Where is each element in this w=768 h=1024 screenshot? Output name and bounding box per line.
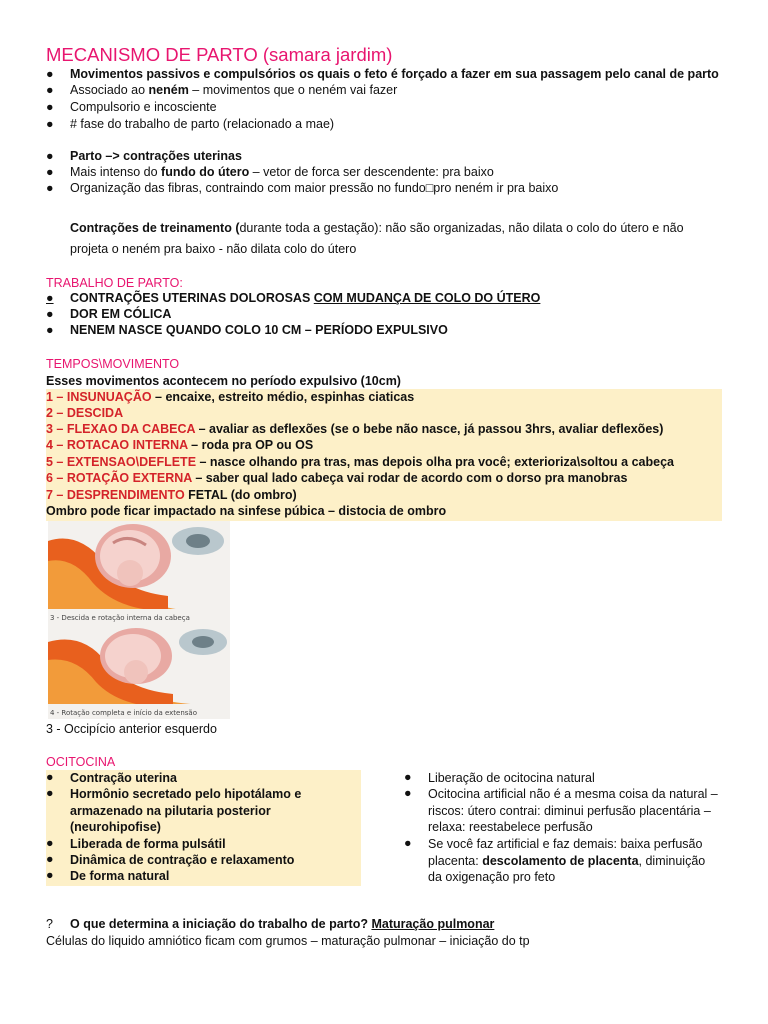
list-item bbox=[46, 165, 746, 181]
question-icon: ? bbox=[46, 917, 53, 931]
tempo-item bbox=[46, 421, 663, 437]
list-item bbox=[46, 307, 746, 323]
bullet: ● bbox=[46, 67, 54, 81]
intro-line-3: Compulsorio e incosciente bbox=[70, 100, 217, 114]
list-item bbox=[46, 786, 336, 836]
bullet: ● bbox=[46, 291, 54, 305]
parto-line-3: Organização das fibras, contraindo com maior pressão no fundo□pro neném ir pra baixo bbox=[70, 181, 559, 195]
tempo-item bbox=[46, 437, 313, 453]
text-run: Associado ao bbox=[70, 83, 149, 97]
ocitocina-right-3 bbox=[428, 836, 720, 886]
illustration-rotation bbox=[48, 624, 230, 719]
list-item bbox=[46, 917, 746, 933]
list-item bbox=[46, 323, 746, 339]
list-item bbox=[46, 83, 746, 99]
list-item bbox=[46, 291, 746, 307]
text-run: Contrações de treinamento ( bbox=[70, 221, 240, 235]
birth-illustration-1 bbox=[48, 521, 230, 624]
trabalho-line-1 bbox=[70, 291, 540, 305]
tempo-item bbox=[46, 454, 674, 470]
page-title: MECANISMO DE PARTO (samara jardim) bbox=[46, 44, 393, 65]
tempo-number: 1 – INSUNUAÇÃO bbox=[46, 390, 152, 404]
parto-line-2 bbox=[70, 165, 494, 179]
text-run: durante toda a gestação): não são organizadas, não dilata o colo do útero e não bbox=[239, 221, 684, 235]
list-item bbox=[46, 868, 346, 885]
intro-line-4: # fase do trabalho de parto (relacionado a mae) bbox=[70, 117, 335, 131]
list-item bbox=[46, 852, 346, 869]
tempo-text: – roda pra OP ou OS bbox=[187, 438, 314, 452]
tempo-item bbox=[46, 405, 123, 421]
section-heading-tempos: TEMPOS\MOVIMENTO bbox=[46, 357, 180, 371]
text-run: neném bbox=[148, 83, 189, 97]
ocitocina-left-5: De forma natural bbox=[70, 869, 170, 883]
text-run: descolamento de placenta bbox=[482, 853, 639, 868]
ocitocina-left-3: Liberada de forma pulsátil bbox=[70, 837, 226, 851]
bullet: ● bbox=[46, 100, 54, 114]
bullet: ● bbox=[46, 836, 54, 850]
tempo-text: – nasce olhando pra tras, mas depois olha pra você; exterioriza\soltou a cabeça bbox=[196, 455, 674, 469]
illustration-descent bbox=[48, 521, 230, 624]
bullet: ● bbox=[46, 83, 54, 97]
bullet: ● bbox=[46, 852, 54, 866]
text-run: fundo do útero bbox=[161, 165, 250, 179]
list-item bbox=[46, 181, 746, 197]
text-run: COM MUDANÇA DE COLO DO ÚTERO bbox=[313, 291, 541, 305]
text-run: CONTRAÇÕES UTERINAS DOLOROSAS bbox=[70, 291, 314, 305]
list-item bbox=[46, 67, 746, 83]
trabalho-line-3: NENEM NASCE QUANDO COLO 10 CM – PERÍODO EXPULSIVO bbox=[70, 323, 448, 337]
bullet: ● bbox=[46, 323, 54, 337]
tempo-item bbox=[46, 389, 414, 405]
tempo-number: 2 – DESCIDA bbox=[46, 406, 124, 420]
tempo-text: – encaixe, estreito médio, espinhas ciaticas bbox=[151, 390, 415, 404]
tempo-text: – avaliar as deflexões (se o bebe não nasce, já passou 3hrs, avaliar deflexões) bbox=[195, 422, 664, 436]
ocitocina-left-4: Dinâmica de contração e relaxamento bbox=[70, 853, 295, 867]
intro-line-2 bbox=[70, 83, 397, 97]
tempo-text: – saber qual lado cabeça vai rodar de acordo com o dorso pra manobras bbox=[191, 471, 628, 485]
treino-line-1 bbox=[70, 221, 684, 235]
text-run: , diminuição da oxigenação pro feto bbox=[428, 853, 706, 884]
ocitocina-right-2: Ocitocina artificial não é a mesma coisa da natural – riscos: útero contrai: diminui perfusão placentária – relaxa: reestabelece perfusão bbox=[428, 787, 718, 834]
list-item bbox=[404, 770, 724, 787]
text-run: Se você faz artificial e faz demais: baixa perfusão placenta: bbox=[428, 837, 703, 868]
section-heading-ocitocina: OCITOCINA bbox=[46, 755, 116, 769]
text-run: Mais intenso do bbox=[70, 165, 162, 179]
tempos-intro: Esses movimentos acontecem no período expulsivo (10cm) bbox=[46, 374, 401, 388]
image-caption-2: 4 - Rotação completa e início da extensão bbox=[50, 709, 197, 717]
tempo-item bbox=[46, 487, 297, 503]
tempo-number: 5 – EXTENSAO\DEFLETE bbox=[46, 455, 197, 469]
tempo-number: 3 – FLEXAO DA CABECA bbox=[46, 422, 196, 436]
bullet: ● bbox=[46, 786, 54, 800]
treino-line-2: projeta o neném pra baixo - não dilata colo do útero bbox=[70, 242, 357, 256]
list-item bbox=[46, 770, 346, 787]
text-run: – movimentos que o neném vai fazer bbox=[188, 83, 398, 97]
tempo-text: FETAL (do ombro) bbox=[184, 488, 297, 502]
bullet: ● bbox=[46, 868, 54, 882]
final-line: Células do liquido amniótico ficam com grumos – maturação pulmonar – iniciação do tp bbox=[46, 934, 530, 948]
tempo-number: 6 – ROTAÇÃO EXTERNA bbox=[46, 471, 192, 485]
list-item bbox=[46, 100, 746, 116]
tempo-number: 7 – DESPRENDIMENTO bbox=[46, 488, 185, 502]
bullet: ● bbox=[46, 165, 54, 179]
bullet: ● bbox=[46, 181, 54, 195]
bullet: ● bbox=[46, 307, 54, 321]
ocitocina-left-2: Hormônio secretado pelo hipotálamo e armazenado na pilutaria posterior (neurohipofise) bbox=[70, 787, 302, 834]
final-question bbox=[70, 917, 494, 931]
text-run: Maturação pulmonar bbox=[371, 917, 495, 931]
list-item bbox=[46, 149, 746, 165]
bullet: ● bbox=[46, 149, 54, 163]
ocitocina-left-1: Contração uterina bbox=[70, 771, 177, 785]
parto-line-1: Parto –> contrações uterinas bbox=[70, 149, 242, 163]
text-run: – vetor de forca ser descendente: pra baixo bbox=[249, 165, 494, 179]
ocitocina-right-1: Liberação de ocitocina natural bbox=[428, 771, 595, 785]
birth-illustration-2 bbox=[48, 624, 230, 719]
list-item bbox=[46, 117, 746, 133]
list-item bbox=[46, 836, 346, 853]
tempo-item bbox=[46, 470, 627, 486]
image-caption-below: 3 - Occipício anterior esquerdo bbox=[46, 722, 217, 736]
bullet: ● bbox=[404, 770, 412, 784]
intro-line-1: Movimentos passivos e compulsórios os quais o feto é forçado a fazer em sua passagem pelo canal de parto bbox=[70, 67, 719, 81]
text-run: O que determina a iniciação do trabalho de parto? bbox=[70, 917, 372, 931]
image-caption-1: 3 - Descida e rotação interna da cabeça bbox=[50, 614, 190, 622]
section-heading-trabalho: TRABALHO DE PARTO: bbox=[46, 276, 183, 290]
list-item bbox=[46, 221, 746, 237]
tempos-outro: Ombro pode ficar impactado na sinfese púbica – distocia de ombro bbox=[46, 504, 447, 518]
bullet: ● bbox=[404, 836, 412, 850]
bullet: ● bbox=[404, 786, 412, 800]
bullet: ● bbox=[46, 117, 54, 131]
bullet: ● bbox=[46, 770, 54, 784]
trabalho-line-2: DOR EM CÓLICA bbox=[70, 307, 172, 321]
list-item bbox=[404, 836, 720, 886]
tempo-number: 4 – ROTACAO INTERNA bbox=[46, 438, 188, 452]
list-item bbox=[404, 786, 726, 836]
